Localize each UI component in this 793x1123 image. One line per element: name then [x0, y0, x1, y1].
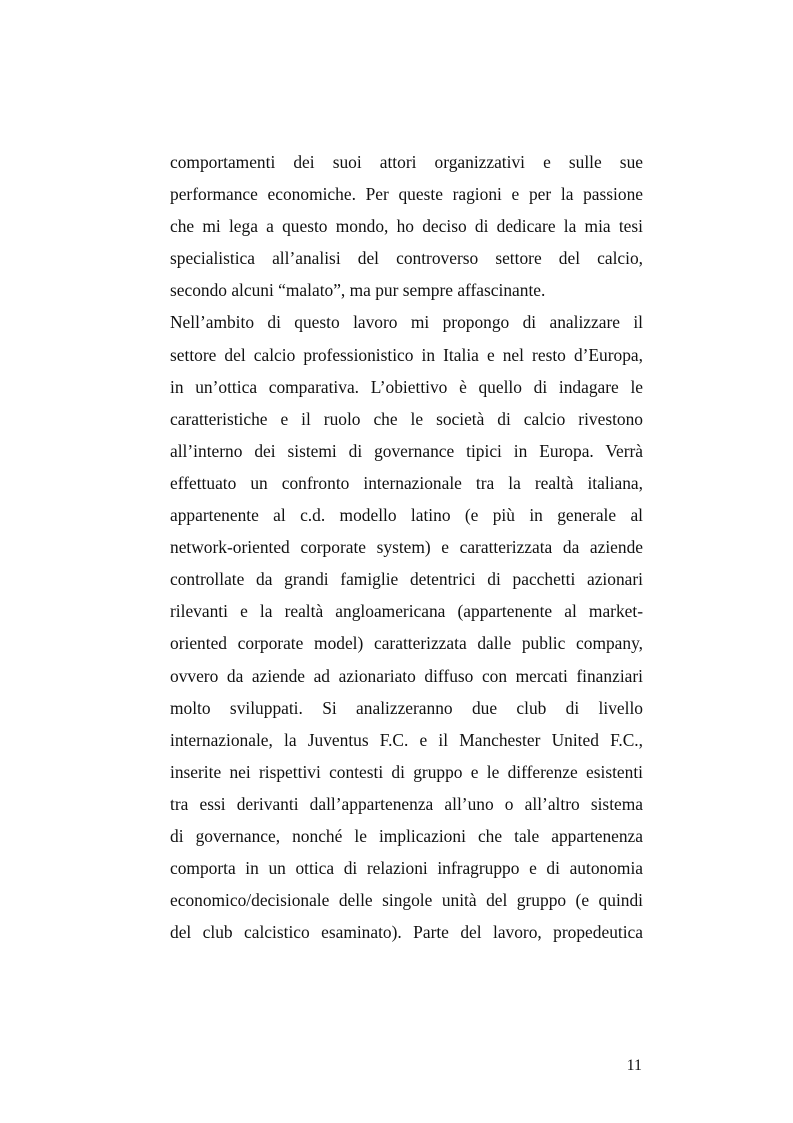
text-line: economico/decisionale delle singole unità del gruppo (e quindi [170, 890, 643, 911]
text-line: che mi lega a questo mondo, ho deciso di dedicare la mia tesi [170, 216, 643, 237]
text-line: internazionale, la Juventus F.C. e il Manchester United F.C., [170, 729, 643, 750]
text-line: di governance, nonché le implicazioni che tale appartenenza [170, 825, 643, 846]
text-line: Nell’ambito di questo lavoro mi propongo di analizzare il [170, 312, 643, 333]
text-line: in un’ottica comparativa. L’obiettivo è quello di indagare le [170, 376, 643, 397]
text-line: oriented corporate model) caratterizzata dalle public company, [170, 633, 643, 654]
text-line: caratteristiche e il ruolo che le società di calcio rivestono [170, 408, 643, 429]
text-line: rilevanti e la realtà angloamericana (appartenente al market- [170, 601, 643, 622]
text-line: performance economiche. Per queste ragioni e per la passione [170, 184, 643, 205]
text-line: del club calcistico esaminato). Parte del lavoro, propedeutica [170, 922, 643, 943]
text-line: secondo alcuni “malato”, ma pur sempre affascinante. [170, 280, 546, 301]
text-line: comporta in un ottica di relazioni infragruppo e di autonomia [170, 858, 643, 879]
body-text [170, 146, 643, 948]
text-line: inserite nei rispettivi contesti di gruppo e le differenze esistenti [170, 761, 643, 782]
text-line: effettuato un confronto internazionale tra la realtà italiana, [170, 472, 643, 493]
text-line: network-oriented corporate system) e caratterizzata da aziende [170, 537, 643, 558]
text-line: all’interno dei sistemi di governance tipici in Europa. Verrà [170, 440, 643, 461]
text-line: tra essi derivanti dall’appartenenza all’uno o all’altro sistema [170, 793, 643, 814]
text-line: specialistica all’analisi del controverso settore del calcio, [170, 248, 643, 269]
page-number: 11 [626, 1057, 642, 1074]
text-line: settore del calcio professionistico in Italia e nel resto d’Europa, [170, 344, 643, 365]
text-line: controllate da grandi famiglie detentrici di pacchetti azionari [170, 569, 643, 590]
text-line: comportamenti dei suoi attori organizzativi e sulle sue [170, 152, 643, 172]
text-line: molto sviluppati. Si analizzeranno due club di livello [170, 697, 643, 718]
text-line: appartenente al c.d. modello latino (e più in generale al [170, 505, 643, 526]
text-line: ovvero da aziende ad azionariato diffuso con mercati finanziari [170, 665, 643, 686]
